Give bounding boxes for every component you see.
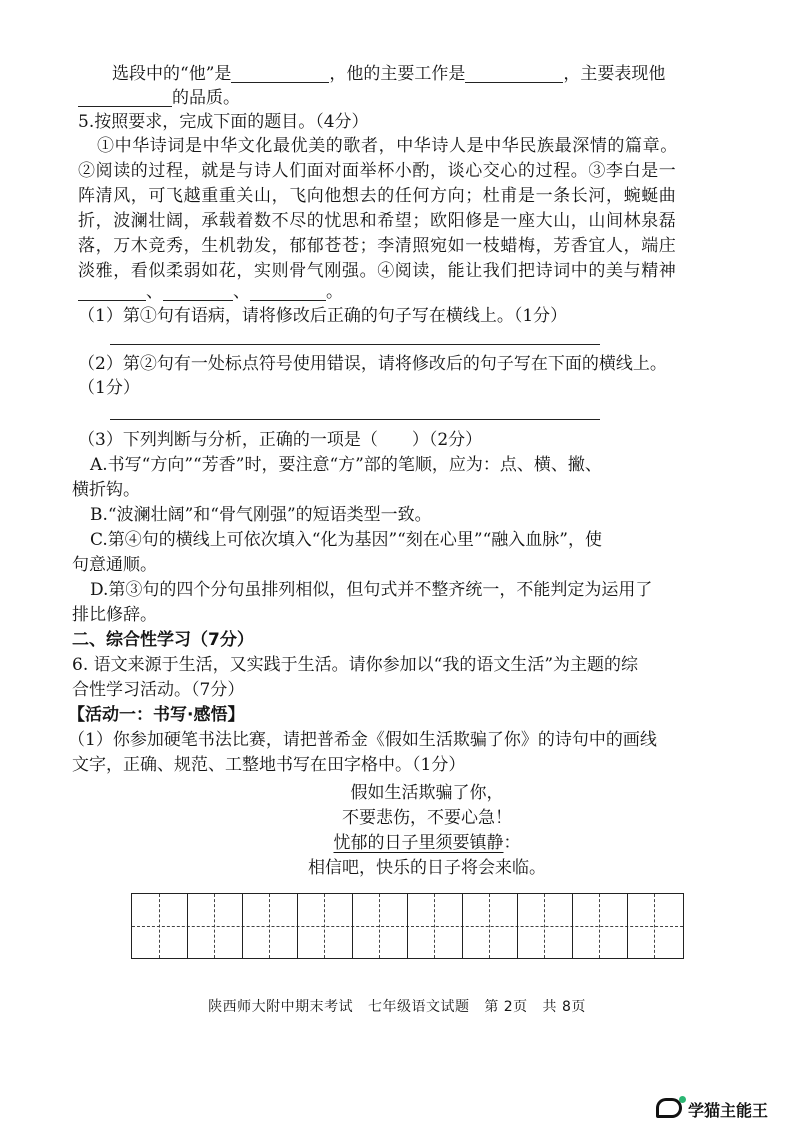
page-footer (0, 996, 794, 1016)
poem-line: 假如生活欺骗了你， (350, 783, 504, 803)
option-c-line1: C.第④句的横线上可依次填入“化为基因”“刻在心里”“融入血脉”，使 (90, 530, 602, 550)
blank-separator: 、 (233, 282, 250, 302)
option-a-line2: 横折钩。 (72, 480, 140, 500)
q5-sub2-line2: （1分） (78, 378, 140, 398)
intro-text-b: ，他的主要工作是 (329, 64, 466, 84)
q5-passage-line: 阵清风，可飞越重重关山，飞向他想去的任何方向；杜甫是一条长河，蜿蜒曲 (78, 186, 677, 206)
logo-icon (656, 1098, 682, 1118)
q5-passage-line: 落，万木竞秀，生机勃发，郁郁苍苍；李清照宛如一枝蜡梅，芳香宜人，端庄 (78, 236, 677, 256)
q5-passage-line: ①中华诗词是中华文化最优美的歌者，中华诗人是中华民族最深情的篇章。 (97, 136, 678, 156)
grid-dash-vertical (324, 894, 325, 958)
grid-cell[interactable] (187, 894, 188, 958)
grid-dash-vertical (544, 894, 545, 958)
blank-end: 。 (326, 282, 343, 302)
poem-line-underlined (30, 831, 794, 855)
footer-subject: 七年级语文试题 (367, 999, 470, 1015)
tianzige-grid[interactable] (131, 893, 684, 959)
grid-dash-vertical (654, 894, 655, 958)
grid-cell[interactable] (517, 894, 518, 958)
answer-blank[interactable] (250, 282, 326, 301)
grid-cell[interactable] (462, 894, 463, 958)
activity-sub1-line2: 文字，正确、规范、工整地书写在田字格中。（1分） (72, 755, 466, 775)
q5-blanks-line (78, 280, 343, 304)
intro-text-a: 选段中的“他”是 (112, 64, 232, 84)
option-d-line1: D.第③句的四个分句虽排列相似，但句式并不整齐统一，不能判定为运用了 (90, 580, 653, 600)
option-c-line2: 句意通顺。 (72, 555, 157, 575)
grid-dash-vertical (379, 894, 380, 958)
q6-line2: 合性学习活动。（7分） (72, 680, 245, 700)
grid-cell[interactable] (407, 894, 408, 958)
answer-blank[interactable] (78, 88, 172, 107)
poem-line: 不要悲伤，不要心急！ (342, 808, 512, 828)
grid-cell[interactable] (572, 894, 573, 958)
poem-line: 相信吧，快乐的日子将会来临。 (308, 858, 546, 878)
q5-sub3: （3）下列判断与分析，正确的一项是（ ）（2分） (78, 430, 483, 450)
q5-passage-line: 折，波澜壮阔，承载着数不尽的忧思和希望；欧阳修是一座大山，山间林泉磊 (78, 211, 677, 231)
q5-passage-line: ②阅读的过程，就是与诗人们面对面举杯小酌，谈心交心的过程。③李白是一 (78, 161, 677, 181)
q5-sub1: （1）第①句有语病，请将修改后正确的句子写在横线上。（1分） (78, 306, 568, 326)
underlined-text: 忧郁的日子里须要镇静 (333, 833, 504, 853)
footer-page: 第 2页 (484, 999, 528, 1015)
intro-line-2 (78, 86, 240, 110)
watermark-text: 学猫主能王 (688, 1101, 769, 1120)
grid-cell[interactable] (297, 894, 298, 958)
section-title: 二、综合性学习（7分） (72, 630, 254, 650)
intro-line-1 (112, 62, 665, 86)
blank-separator: 、 (146, 282, 163, 302)
grid-dash-vertical (434, 894, 435, 958)
footer-school: 陕西师大附中期末考试 (208, 999, 354, 1015)
q5-sub2-line1: （2）第②句有一处标点符号使用错误，请将修改后的句子写在下面的横线上。 (78, 354, 667, 374)
answer-blank[interactable] (231, 64, 329, 83)
answer-blank[interactable] (78, 282, 146, 301)
option-a-line1: A.书写“方向”“芳香”时，要注意“方”部的笔顺，应为：点、横、撇、 (90, 455, 602, 475)
grid-cell[interactable] (627, 894, 628, 958)
grid-dash-vertical (214, 894, 215, 958)
intro-text-2: 的品质。 (172, 88, 240, 108)
option-d-line2: 排比修辞。 (72, 605, 157, 625)
q5-passage-line: 淡雅，看似柔弱如花，实则骨气刚强。④阅读，能让我们把诗词中的美与精神 (78, 261, 677, 281)
q6-line1: 6. 语文来源于生活，又实践于生活。请你参加以“我的语文生活”为主题的综 (72, 655, 639, 675)
answer-line[interactable] (110, 344, 600, 345)
q5-title: 5.按照要求，完成下面的题目。（4分） (78, 112, 369, 132)
grid-dash-vertical (599, 894, 600, 958)
grid-dash-vertical (269, 894, 270, 958)
activity-title: 【活动一：书写·感悟】 (68, 705, 245, 725)
grid-cell[interactable] (352, 894, 353, 958)
answer-line[interactable] (110, 419, 600, 420)
poem-punct: ： (503, 833, 521, 853)
intro-text-c: ，主要表现他 (563, 64, 666, 84)
option-b: B.“波澜壮阔”和“骨气刚强”的短语类型一致。 (90, 505, 432, 525)
grid-cell[interactable] (242, 894, 243, 958)
grid-dash-vertical (489, 894, 490, 958)
answer-blank[interactable] (163, 282, 233, 301)
watermark-logo (656, 1098, 786, 1120)
answer-blank[interactable] (465, 64, 563, 83)
activity-sub1-line1: （1）你参加硬笔书法比赛，请把普希金《假如生活欺骗了你》的诗句中的画线 (68, 730, 657, 750)
footer-total: 共 8页 (542, 999, 586, 1015)
grid-dash-vertical (159, 894, 160, 958)
